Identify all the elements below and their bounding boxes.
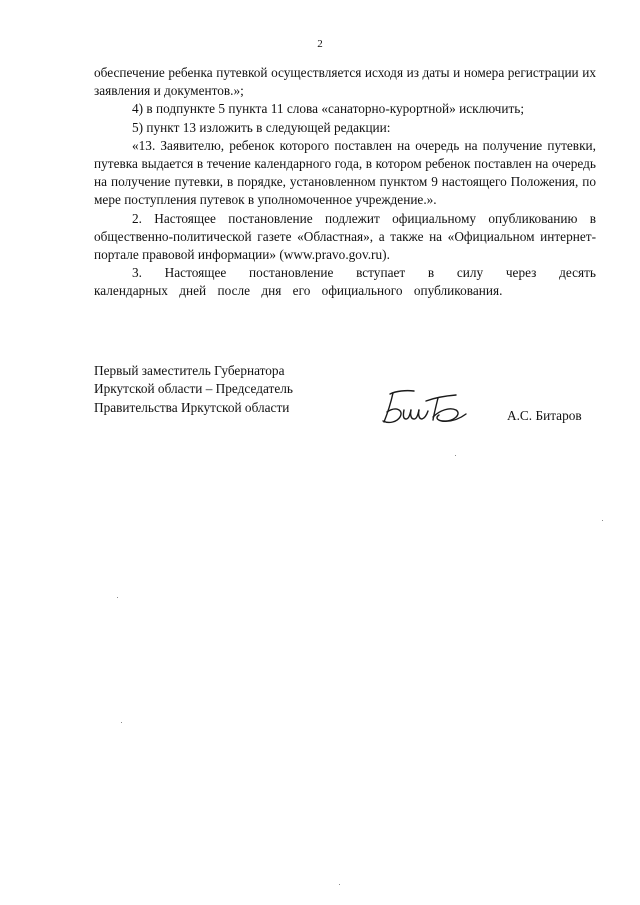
- scan-speck: [121, 722, 122, 723]
- scan-speck: [455, 455, 456, 456]
- scan-speck: [602, 520, 603, 521]
- page-number: 2: [317, 38, 323, 50]
- document-body: [94, 64, 596, 301]
- signer-name: А.С. Битаров: [507, 408, 582, 423]
- paragraph-continuation: обеспечение ребенка путевкой осуществляется исходя из даты и номера регистрации их заявления и документов.»;: [94, 65, 596, 99]
- paragraph-item-5: 5) пункт 13 изложить в следующей редакции:: [132, 119, 391, 135]
- signer-title: [94, 362, 293, 417]
- signature-block: [94, 362, 596, 442]
- paragraph-effective-date: 3. Настоящее постановление вступает в силу через десять календарных дней после дня его официального опубликования.: [94, 265, 596, 299]
- scan-speck: [339, 884, 340, 885]
- handwritten-signature: [376, 384, 476, 432]
- signer-title-line: Иркутской области – Председатель: [94, 381, 293, 397]
- paragraph-publication: 2. Настоящее постановление подлежит официальному опубликованию в общественно-политической газете «Областная», а также на «Официальном интернет-портале правовой информации» (www.pravo.gov.ru).: [94, 210, 596, 263]
- signer-title-line: Первый заместитель Губернатора: [94, 363, 285, 378]
- signer-title-line: Правительства Иркутской области: [94, 399, 290, 415]
- paragraph-clause-13: «13. Заявителю, ребенок которого поставлен на очередь на получение путевки, путевка выдается в течение календарного года, в котором ребенок поставлен на очередь на получение путевки, в порядке, установленном пунктом 9 настоящего Положения, по мере поступления путевок в уполномоченное учреждение.».: [94, 137, 596, 208]
- scan-speck: [117, 597, 118, 598]
- paragraph-item-4: 4) в подпункте 5 пункта 11 слова «санаторно-курортной» исключить;: [132, 101, 525, 117]
